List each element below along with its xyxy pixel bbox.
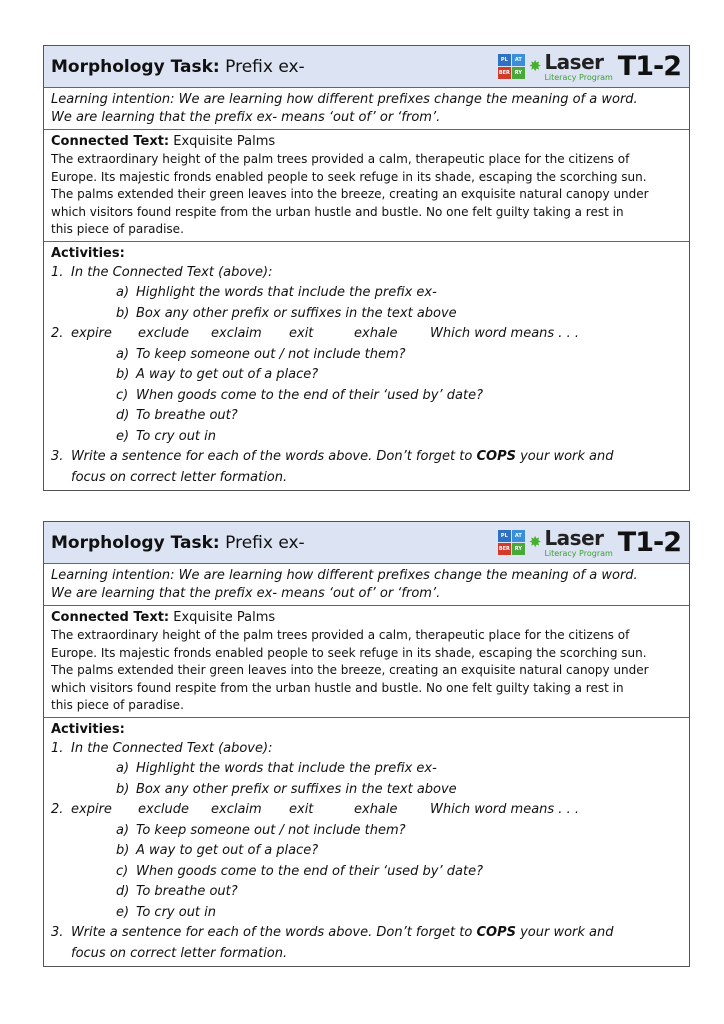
card-header xyxy=(44,46,689,88)
puzzle-piece: RY xyxy=(512,543,525,555)
activity-prompt: Which word means . . . xyxy=(430,802,579,817)
activity-1 xyxy=(51,739,682,760)
level-badge: T1-2 xyxy=(617,526,681,558)
activity-item xyxy=(51,345,682,366)
connected-text xyxy=(44,130,689,242)
activity-text: In the Connected Text (above): xyxy=(71,264,273,280)
title-topic: Prefix ex- xyxy=(219,532,305,553)
item-text: Highlight the words that include the prefix ex- xyxy=(136,285,437,300)
text-line: The palms extended their green leaves into the breeze, creating an exquisite natural canopy under xyxy=(51,663,649,677)
text-line: which visitors found respite from the urban hustle and bustle. No one felt guilty taking a rest in xyxy=(51,680,624,695)
activity-text: your work and xyxy=(515,925,614,940)
activities-title: Activities: xyxy=(51,245,125,261)
logo-brand: Laser xyxy=(544,525,604,550)
task-card xyxy=(43,521,690,967)
cops-keyword: COPS xyxy=(476,449,516,464)
activity-item xyxy=(51,882,682,903)
item-text: To breathe out? xyxy=(136,408,238,423)
item-letter: b) xyxy=(116,781,130,797)
item-text: Box any other prefix or suffixes in the text above xyxy=(136,305,457,321)
text-line: this piece of paradise. xyxy=(51,698,184,712)
card-header xyxy=(44,522,689,564)
item-text: When goods come to the end of their ‘used by’ date? xyxy=(136,863,483,879)
connected-text-label: Connected Text: xyxy=(51,610,170,625)
text-line: which visitors found respite from the urban hustle and bustle. No one felt guilty taking a rest in xyxy=(51,204,624,219)
item-text: Highlight the words that include the prefix ex- xyxy=(136,761,437,776)
item-text: To cry out in xyxy=(136,428,217,444)
word-option: exclude xyxy=(138,802,189,817)
item-letter: a) xyxy=(116,285,130,300)
item-letter: d) xyxy=(116,884,130,899)
activity-text: Write a sentence for each of the words above. Don’t forget to xyxy=(71,925,477,940)
connected-text-heading xyxy=(51,609,682,627)
item-text: When goods come to the end of their ‘used by’ date? xyxy=(136,387,483,403)
activities-title: Activities: xyxy=(51,721,125,737)
level-badge: T1-2 xyxy=(617,50,681,82)
title-label: Morphology Task: xyxy=(51,532,220,553)
word-option: exhale xyxy=(354,326,398,341)
item-text: To cry out in xyxy=(136,904,217,920)
connected-text-title: Exquisite Palms xyxy=(169,610,276,625)
activity-item xyxy=(51,283,682,304)
activity-item xyxy=(51,903,682,924)
puzzle-piece: PL xyxy=(498,54,511,66)
item-letter: a) xyxy=(116,761,130,776)
activity-item xyxy=(51,386,682,407)
activity-item xyxy=(51,427,682,448)
puzzle-piece: PL xyxy=(498,530,511,542)
word-option: exhale xyxy=(354,802,398,817)
connected-text-label: Connected Text: xyxy=(51,134,170,149)
item-text: Box any other prefix or suffixes in the text above xyxy=(136,781,457,797)
activity-3 xyxy=(51,923,682,944)
word-option: exclude xyxy=(138,326,189,341)
task-title xyxy=(51,57,305,77)
activity-number: 1. xyxy=(51,264,64,280)
starburst-icon: ✸ xyxy=(528,57,542,75)
activity-text-continued: focus on correct letter formation. xyxy=(71,469,288,485)
item-letter: b) xyxy=(116,367,130,382)
text-line: The palms extended their green leaves into the breeze, creating an exquisite natural canopy under xyxy=(51,187,649,201)
word-option: expire xyxy=(71,326,112,341)
text-line: The extraordinary height of the palm trees provided a calm, therapeutic place for the citizens of xyxy=(51,628,630,642)
puzzle-piece: AT xyxy=(512,54,525,66)
cops-keyword: COPS xyxy=(476,925,516,940)
puzzle-piece: RY xyxy=(512,67,525,79)
activity-number: 3. xyxy=(51,925,64,940)
item-text: To keep someone out / not include them? xyxy=(136,822,406,838)
activity-item xyxy=(51,780,682,801)
puzzle-piece: BER xyxy=(498,543,511,555)
activity-text: your work and xyxy=(515,449,614,464)
laser-logo xyxy=(498,49,681,85)
word-option: exit xyxy=(289,326,314,341)
connected-text-body xyxy=(51,627,682,715)
activities xyxy=(44,718,689,967)
learning-intention-line: We are learning that the prefix ex- means ‘out of’ or ‘from’. xyxy=(51,586,441,601)
logo-wordmark xyxy=(544,525,613,558)
learning-intention-line: Learning intention: We are learning how different prefixes change the meaning of a word. xyxy=(51,568,638,583)
activity-2 xyxy=(51,324,682,345)
connected-text-title: Exquisite Palms xyxy=(169,134,276,149)
activity-item xyxy=(51,821,682,842)
learning-intention-line: We are learning that the prefix ex- means ‘out of’ or ‘from’. xyxy=(51,110,441,125)
item-letter: e) xyxy=(116,904,130,920)
title-label: Morphology Task: xyxy=(51,56,220,77)
activity-3 xyxy=(51,447,682,468)
logo-wordmark xyxy=(544,49,613,82)
word-option: expire xyxy=(71,802,112,817)
activity-item xyxy=(51,304,682,325)
activity-text-continued: focus on correct letter formation. xyxy=(71,945,288,961)
text-line: Europe. Its majestic fronds enabled people to seek refuge in its shade, escaping the scorching sun. xyxy=(51,169,647,184)
item-letter: c) xyxy=(116,863,129,879)
logo-brand: Laser xyxy=(544,49,604,74)
activity-2 xyxy=(51,800,682,821)
laser-logo xyxy=(498,525,681,561)
puzzle-piece: BER xyxy=(498,67,511,79)
activity-1 xyxy=(51,263,682,284)
word-option: exclaim xyxy=(211,802,262,817)
learning-intention xyxy=(44,88,689,130)
activity-item xyxy=(51,365,682,386)
item-letter: b) xyxy=(116,843,130,858)
activity-item xyxy=(51,406,682,427)
logo-tagline: Literacy Program xyxy=(544,72,613,82)
puzzle-icon xyxy=(498,54,526,80)
connected-text xyxy=(44,606,689,718)
item-letter: b) xyxy=(116,305,130,321)
item-text: To breathe out? xyxy=(136,884,238,899)
activity-number: 1. xyxy=(51,740,64,756)
activities xyxy=(44,242,689,491)
item-letter: e) xyxy=(116,428,130,444)
text-line: Europe. Its majestic fronds enabled people to seek refuge in its shade, escaping the scorching sun. xyxy=(51,645,647,660)
item-letter: a) xyxy=(116,822,130,838)
connected-text-body xyxy=(51,151,682,239)
item-letter: d) xyxy=(116,408,130,423)
item-text: To keep someone out / not include them? xyxy=(136,346,406,362)
logo-tagline: Literacy Program xyxy=(544,548,613,558)
activity-text: In the Connected Text (above): xyxy=(71,740,273,756)
learning-intention-line: Learning intention: We are learning how different prefixes change the meaning of a word. xyxy=(51,92,638,107)
activity-item xyxy=(51,862,682,883)
connected-text-heading xyxy=(51,133,682,151)
word-option: exit xyxy=(289,802,314,817)
puzzle-piece: AT xyxy=(512,530,525,542)
text-line: this piece of paradise. xyxy=(51,222,184,236)
activity-prompt: Which word means . . . xyxy=(430,326,579,341)
activity-item xyxy=(51,841,682,862)
item-letter: a) xyxy=(116,346,130,362)
activity-text: Write a sentence for each of the words above. Don’t forget to xyxy=(71,449,477,464)
item-text: A way to get out of a place? xyxy=(136,367,319,382)
activity-number: 3. xyxy=(51,449,64,464)
activity-number: 2. xyxy=(51,802,64,817)
learning-intention xyxy=(44,564,689,606)
title-topic: Prefix ex- xyxy=(219,56,305,77)
text-line: The extraordinary height of the palm trees provided a calm, therapeutic place for the citizens of xyxy=(51,152,630,166)
task-title xyxy=(51,533,305,553)
puzzle-icon xyxy=(498,530,526,556)
task-card xyxy=(43,45,690,491)
activity-item xyxy=(51,759,682,780)
starburst-icon: ✸ xyxy=(528,533,542,551)
item-text: A way to get out of a place? xyxy=(136,843,319,858)
activity-number: 2. xyxy=(51,326,64,341)
item-letter: c) xyxy=(116,387,129,403)
word-option: exclaim xyxy=(211,326,262,341)
